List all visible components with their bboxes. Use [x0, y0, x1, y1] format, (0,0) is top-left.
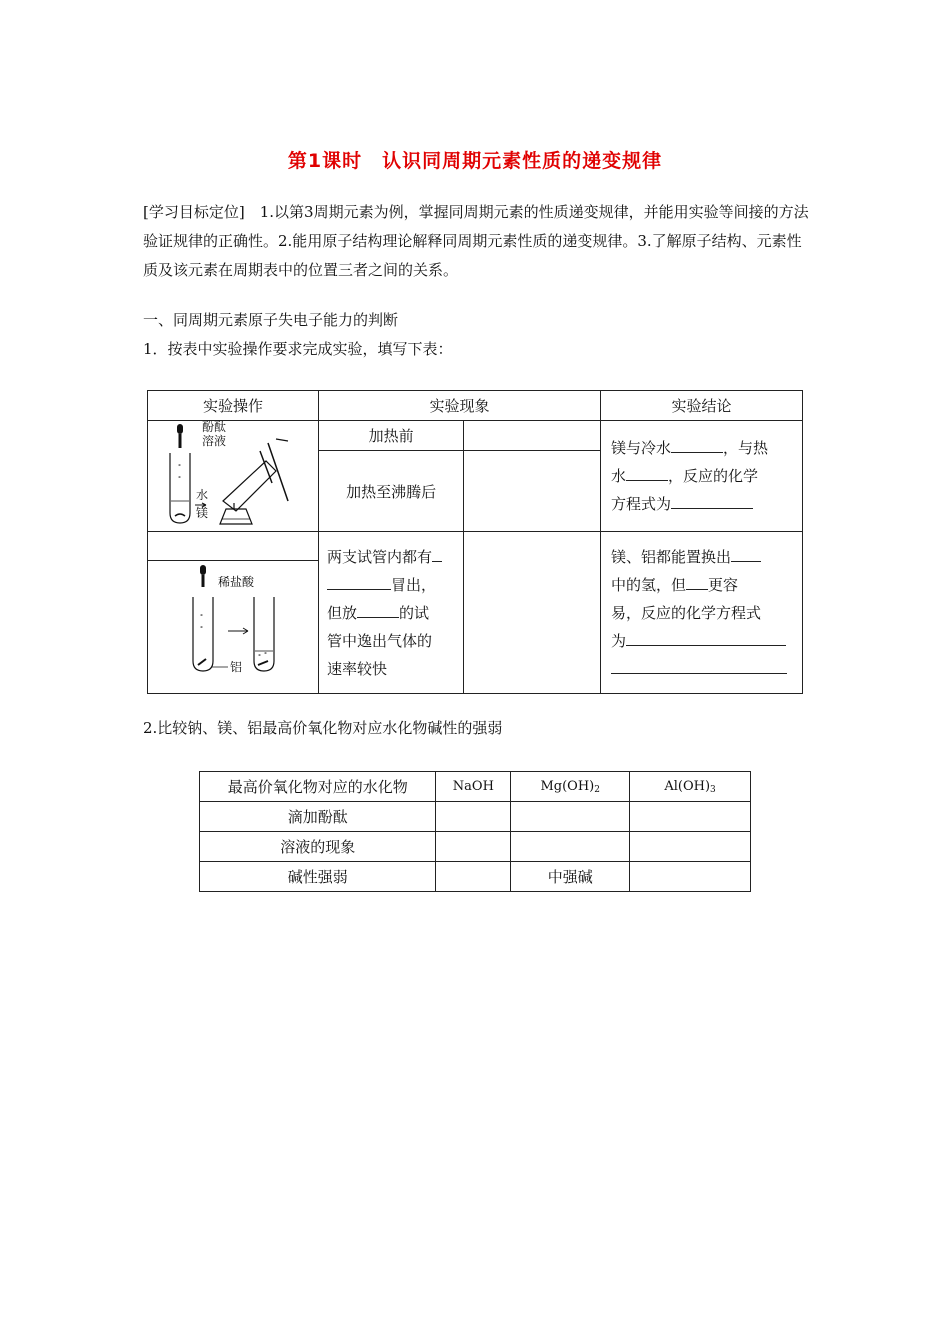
row-basicity: 碱性强弱	[200, 862, 436, 892]
cell-mgoh2-basicity: 中强碱	[511, 862, 630, 892]
mg-al-phenomenon-cell	[319, 532, 464, 694]
phenomenon-part-4: 的试	[399, 603, 430, 622]
label-dilute-hcl: 稀盐酸	[218, 575, 255, 589]
cell-naoh-basicity	[436, 862, 511, 892]
svg-text:°: °	[200, 614, 203, 621]
header-aloh3	[630, 772, 751, 802]
label-solution: 溶液	[202, 434, 227, 448]
mg-al-acid-apparatus-figure	[148, 561, 318, 691]
blank-acid	[731, 547, 761, 562]
label-phenolphthalein: 酚酞	[202, 421, 227, 434]
after-boiling-label: 加热至沸腾后	[319, 451, 464, 532]
blank-al-equation-1	[626, 631, 786, 646]
cell-aloh3-phenomenon	[630, 832, 751, 862]
mgoh-subscript: 2	[594, 784, 600, 795]
header-mgoh2	[511, 772, 630, 802]
row-add-phenolphthalein: 滴加酚酞	[200, 802, 436, 832]
al-conclusion-part-4: 易，反应的化学方程式	[611, 603, 762, 622]
mg-conclusion-part-3: 水	[611, 467, 627, 485]
header-operation: 实验操作	[148, 391, 319, 421]
mg-al-phenomenon-answer	[464, 532, 601, 694]
blank-al-equation-2	[611, 659, 787, 674]
after-boiling-answer	[464, 451, 601, 532]
row-solution-phenomenon: 溶液的现象	[200, 832, 436, 862]
experiment-table	[147, 390, 803, 694]
mg-conclusion-cell	[601, 421, 803, 532]
label-aluminum: 铝	[230, 660, 243, 674]
svg-text:°: °	[178, 476, 181, 483]
mg-conclusion-part-1: 镁与冷水	[611, 439, 672, 457]
mgoh-text: Mg(OH)	[540, 778, 595, 794]
cell-naoh-phenolphthalein	[436, 802, 511, 832]
before-heating-answer	[464, 421, 601, 451]
al-conclusion-part-1: 镁、铝都能置换出	[611, 547, 732, 566]
blank-mg-hot-water	[626, 466, 668, 481]
svg-text:°: °	[264, 652, 267, 659]
page-title: 第1课时 认识同周期元素性质的递变规律	[287, 150, 663, 172]
cell-mgoh2-phenomenon	[511, 832, 630, 862]
phenomenon-part-5: 管中逸出气体的	[327, 631, 433, 650]
cell-aloh3-basicity	[630, 862, 751, 892]
al-conclusion-part-3: 更容	[708, 575, 739, 594]
header-phenomenon: 实验现象	[319, 391, 601, 421]
phenomenon-part-1: 两支试管内都有	[327, 547, 433, 566]
blank-metal-faster	[357, 603, 399, 618]
cell-aloh3-phenolphthalein	[630, 802, 751, 832]
item-1-instruction: 1．按表中实验操作要求完成实验，填写下表：	[143, 340, 453, 358]
phenomenon-part-6: 速率较快	[327, 659, 388, 678]
blank-mg-cold-water	[671, 438, 723, 453]
blank-gas-a	[432, 547, 442, 562]
svg-text:°: °	[178, 464, 181, 471]
cell-naoh-phenomenon	[436, 832, 511, 862]
basicity-table	[199, 771, 751, 892]
label-magnesium: 镁	[196, 506, 209, 520]
before-heating-label: 加热前	[319, 421, 464, 451]
objectives-label: [学习目标定位]	[143, 203, 245, 221]
phenomenon-part-2: 冒出，	[391, 575, 437, 594]
item-2-instruction: 2.比较钠、镁、铝最高价氧化物对应水化物碱性的强弱	[143, 719, 503, 737]
mg-conclusion-part-4: ，反应的化学	[668, 467, 759, 485]
aloh-text: Al(OH)	[664, 778, 711, 794]
cell-mgoh2-phenolphthalein	[511, 802, 630, 832]
header-hydroxide: 最高价氧化物对应的水化物	[200, 772, 436, 802]
mg-water-figure-cell	[148, 421, 319, 532]
mg-conclusion-part-2: ，与热	[723, 439, 769, 457]
phenomenon-part-3: 但放	[327, 603, 358, 622]
header-conclusion: 实验结论	[601, 391, 803, 421]
label-water: 水	[196, 488, 209, 502]
mg-al-conclusion-cell	[601, 532, 803, 694]
al-conclusion-part-5: 为	[611, 631, 627, 650]
learning-objectives	[143, 198, 813, 285]
objectives-text: 1.以第3周期元素为例，掌握同周期元素的性质递变规律，并能用实验等间接的方法验证规律的正确性。2.能用原子结构理论解释同周期元素性质的递变规律。3.了解原子结构、元素性质及该元素在周期表中的位置三者之间的关系。	[143, 203, 809, 279]
al-conclusion-part-2: 中的氢，但	[611, 575, 687, 594]
section-heading-1: 一、同周期元素原子失电子能力的判断	[143, 311, 399, 329]
header-naoh: NaOH	[436, 772, 511, 802]
blank-mg-equation	[671, 494, 753, 509]
blank-metal-easier	[686, 575, 708, 590]
aloh-subscript: 3	[710, 784, 716, 795]
mg-water-apparatus-figure	[148, 421, 318, 531]
svg-text:°: °	[258, 654, 261, 661]
blank-gas-b	[327, 575, 391, 590]
mg-conclusion-part-5: 方程式为	[611, 495, 672, 513]
mg-al-acid-figure-cell	[148, 532, 319, 694]
svg-text:°: °	[200, 626, 203, 633]
